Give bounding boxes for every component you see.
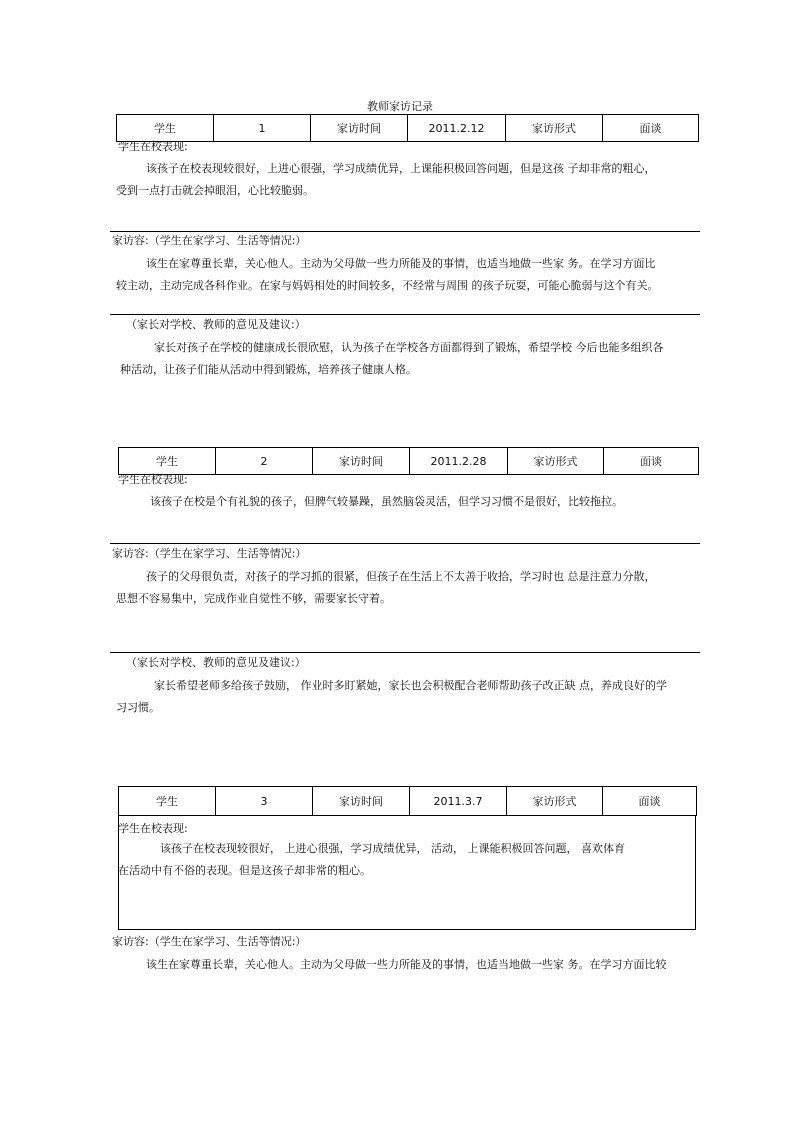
school-performance-line: 该孩子在校表现较很好， 上进心很强，学习成绩优异， 活动， 上课能积极回答问题， 喜欢体育 bbox=[160, 842, 625, 855]
page-title: 教师家访记录 bbox=[367, 100, 433, 113]
school-performance-line: 受到一点打击就会掉眼泪，心比较脆弱。 bbox=[116, 184, 314, 197]
parent-feedback-line: 家长希望老师多给孩子鼓励， 作业时多盯紧她，家长也会积极配合老师帮助孩子改正缺 点，养成良好的学 bbox=[154, 679, 667, 692]
visit-time-label: 家访时间 bbox=[313, 448, 410, 475]
record-3-header-table bbox=[118, 786, 697, 816]
home-visit-heading: 家访容:（学生在家学习、生活等情况:） bbox=[112, 935, 307, 948]
parent-feedback-line: 习习惯。 bbox=[116, 701, 160, 714]
visit-form-label: 家访形式 bbox=[506, 115, 603, 142]
student-number: 3 bbox=[216, 787, 313, 816]
visit-form-value: 面谈 bbox=[603, 115, 699, 142]
school-performance-heading: 学生在校表现: bbox=[118, 473, 188, 486]
parent-feedback-heading: （家长对学校、教师的意见及建议:） bbox=[126, 318, 306, 331]
visit-form-label: 家访形式 bbox=[508, 448, 604, 475]
visit-form-value: 面谈 bbox=[603, 787, 697, 816]
visit-date: 2011.3.7 bbox=[410, 787, 507, 816]
student-number: 2 bbox=[216, 448, 313, 475]
record-2-header-table bbox=[118, 447, 699, 475]
student-label: 学生 bbox=[117, 115, 214, 142]
school-performance-line: 在活动中有不俗的表现。但是这孩子却非常的粗心。 bbox=[118, 864, 371, 877]
visit-time-label: 家访时间 bbox=[313, 787, 410, 816]
visit-date: 2011.2.12 bbox=[408, 115, 506, 142]
parent-feedback-line: 家长对孩子在学校的健康成长很欣慰，认为孩子在学校各方面都得到了锻炼，希望学校 今后也能多组织各 bbox=[154, 341, 664, 354]
home-visit-line: 该生在家尊重长辈，关心他人。主动为父母做一些力所能及的事情，也适当地做一些家 务。在学习方面比较 bbox=[146, 958, 667, 971]
home-visit-heading: 家访容:（学生在家学习、生活等情况:） bbox=[112, 547, 307, 560]
school-performance-heading: 学生在校表现: bbox=[118, 140, 188, 153]
school-performance-heading: 学生在校表现: bbox=[118, 822, 188, 835]
home-visit-line: 思想不容易集中，完成作业自觉性不够，需要家长守着。 bbox=[116, 592, 391, 605]
student-label: 学生 bbox=[119, 787, 216, 816]
student-number: 1 bbox=[214, 115, 311, 142]
parent-feedback-line: 种活动，让孩子们能从活动中得到锻炼，培养孩子健康人格。 bbox=[120, 363, 417, 376]
visit-time-label: 家访时间 bbox=[311, 115, 408, 142]
parent-feedback-heading: （家长对学校、教师的意见及建议:） bbox=[126, 656, 306, 669]
home-visit-line: 孩子的父母很负责，对孩子的学习抓的很紧，但孩子在生活上不太善于收拾，学习时也 总是注意力分散， bbox=[146, 570, 656, 583]
visit-form-value: 面谈 bbox=[604, 448, 699, 475]
school-performance-line: 该孩子在校是个有礼貌的孩子，但脾气较暴躁，虽然脑袋灵活，但学习习惯不是很好，比较拖拉。 bbox=[150, 495, 623, 508]
visit-form-label: 家访形式 bbox=[507, 787, 603, 816]
record-1-header-table bbox=[116, 114, 699, 142]
home-visit-line: 该生在家尊重长辈，关心他人。主动为父母做一些力所能及的事情，也适当地做一些家 务。在学习方面比 bbox=[146, 257, 656, 270]
student-label: 学生 bbox=[119, 448, 216, 475]
visit-date: 2011.2.28 bbox=[410, 448, 508, 475]
home-visit-line: 较主动，主动完成各科作业。在家与妈妈相处的时间较多，不经常与周围 的孩子玩耍，可能心脆弱与这个有关。 bbox=[116, 279, 659, 292]
school-performance-line: 该孩子在校表现较很好，上进心很强，学习成绩优异，上课能积极回答问题，但是这孩 子却非常的粗心， bbox=[146, 162, 656, 175]
home-visit-heading: 家访容:（学生在家学习、生活等情况:） bbox=[112, 234, 307, 247]
